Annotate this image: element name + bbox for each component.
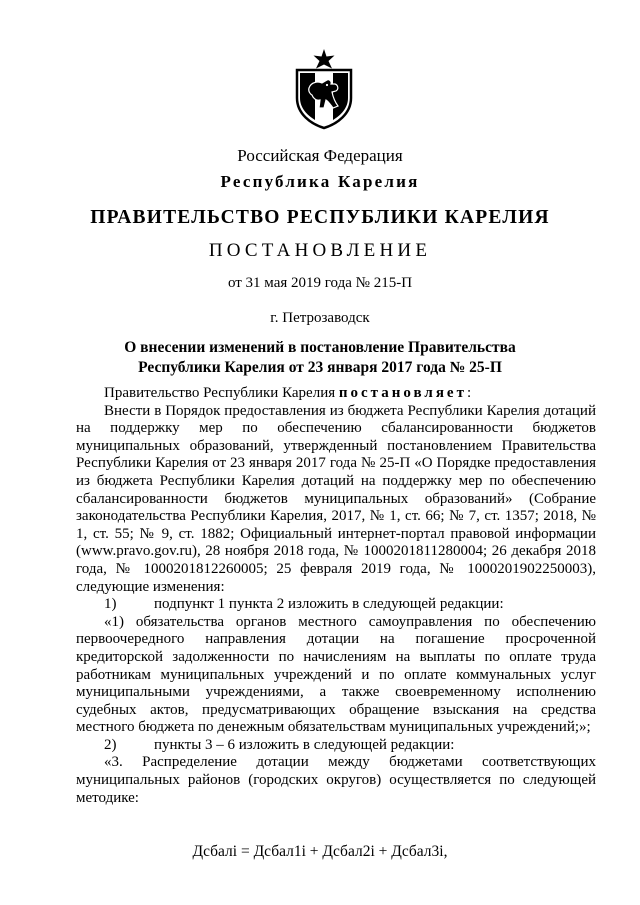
document-title bbox=[0, 338, 640, 378]
resolves-word: постановляет bbox=[338, 385, 467, 401]
document-title-line-1: О внесении изменений в постановление Правительства bbox=[124, 339, 516, 356]
city-name: г. Петрозаводск bbox=[270, 310, 370, 326]
document-date-number: от 31 мая 2019 года № 215-П bbox=[227, 275, 413, 291]
intro-colon: : bbox=[466, 385, 472, 401]
intro-text: Правительство Республики Карелия bbox=[104, 385, 339, 401]
item-number: 2) bbox=[104, 736, 117, 753]
karelia-coat-of-arms-icon bbox=[291, 48, 357, 130]
document-title-line-2: Республики Карелия от 23 января 2017 года № 25-П bbox=[138, 359, 502, 376]
item-number: 1) bbox=[104, 596, 117, 613]
intro-paragraph bbox=[76, 385, 596, 403]
amendment-item-2 bbox=[76, 737, 596, 755]
republic-name: Республика Карелия bbox=[220, 172, 420, 191]
main-paragraph: Внести в Порядок предоставления из бюджета Республики Карелия дотаций на поддержку мер по обеспечению сбалансированности бюджетов муниципальных образований, утвержденный постановлением Правительства Республики Карелия от 23 января 2017 года № 25-П «О Порядке предоставления из бюджета Республики Карелия дотаций на поддержку мер по обеспечению сбалансированности бюджетов муниципальных образований» (Собрание законодательства Республики Карелия, 2017, № 1, ст. 66; № 7, ст. 1357; 2018, № 1, ст. 55; № 9, ст. 1882; Официальный интернет-портал правовой информации (www.pravo.gov.ru), 28 ноября 2018 года, № 1000201811280004; 26 декабря 2018 года, № 1000201812260005; 25 февраля 2019 года, № 1000201902250003), следующие изменения: bbox=[76, 402, 596, 595]
document-body bbox=[76, 385, 596, 807]
document-type: ПОСТАНОВЛЕНИЕ bbox=[208, 240, 432, 261]
quoted-paragraph-3: «3. Распределение дотации между бюджетами соответствующих муниципальных районов (городских округов) осуществляется по следующей методике: bbox=[76, 754, 596, 806]
item-text: пункты 3 – 6 изложить в следующей редакции: bbox=[154, 736, 455, 753]
formula: Дсбалi = Дсбал1i + Дсбал2i + Дсбал3i, bbox=[192, 843, 448, 860]
item-text: подпункт 1 пункта 2 изложить в следующей редакции: bbox=[154, 596, 504, 613]
country-name: Российская Федерация bbox=[237, 146, 403, 165]
amendment-item-1 bbox=[76, 596, 596, 614]
authority-name: ПРАВИТЕЛЬСТВО РЕСПУБЛИКИ КАРЕЛИЯ bbox=[90, 207, 550, 228]
quoted-subparagraph-1: «1) обязательства органов местного самоуправления по обеспечению первоочередного направления дотации на погашение просроченной кредиторской задолженности по начислениям на выплаты по оплате труда работникам муниципальных учреждений и по оплате коммунальных услуг муниципальными учреждениями, а также своевременному исполнению судебных актов, предусматривающих обращение взыскания на средства местного бюджета по денежным обязательствам муниципальных учреждений;»; bbox=[76, 613, 596, 736]
